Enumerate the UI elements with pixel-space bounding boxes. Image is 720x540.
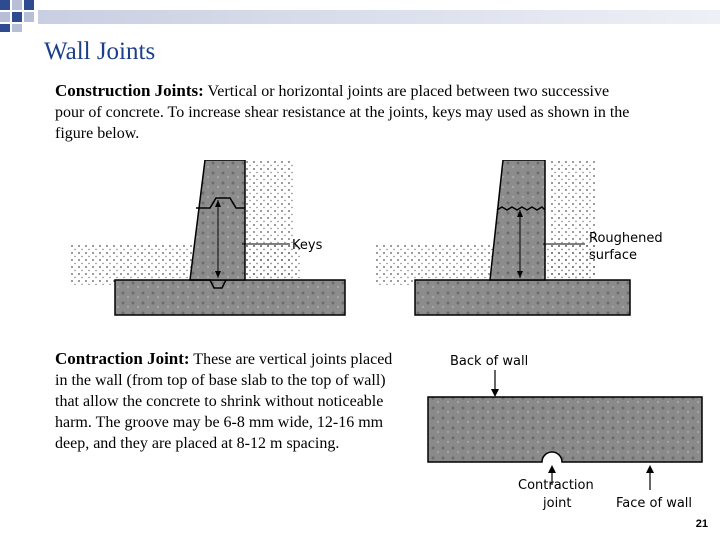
keys-label: Keys [292, 238, 323, 253]
arrow-down-icon [491, 389, 499, 397]
contraction-joint-heading: Contraction Joint: [55, 349, 190, 368]
back-of-wall-label: Back of wall [450, 354, 529, 369]
base-slab [115, 280, 345, 315]
base-slab-2 [415, 280, 630, 315]
contraction-joint-paragraph [55, 348, 395, 454]
figure-roughened [375, 160, 695, 320]
contraction-label-2: joint [543, 496, 572, 511]
soil-right-2 [550, 160, 595, 285]
arrow-up-icon [548, 465, 556, 473]
wall-stem-2 [490, 160, 545, 280]
arrow-up-icon-2 [646, 465, 654, 473]
figure-contraction-joint [420, 345, 710, 515]
wall-plan [428, 397, 702, 462]
construction-joints-heading: Construction Joints: [55, 81, 204, 100]
header-decoration [0, 0, 720, 34]
soil-right [245, 160, 295, 285]
construction-joints-text: Vertical or horizontal joints are placed between two successive pour of concrete. To increase shear resistance at the joints, keys may used as shown in the figure below. [55, 83, 630, 142]
figure-keys [70, 160, 360, 320]
construction-joints-paragraph [55, 80, 635, 144]
contraction-label-1: Contraction [518, 478, 594, 493]
page-number: 21 [695, 518, 708, 530]
contraction-joint-text: These are vertical joints placed in the wall (from top of base slab to the top of wall) that allow the concrete to shrink without noticeable harm. The groove may be 6-8 mm wide, 12-16 mm deep, and they are placed at 8-12 m spacing. [55, 351, 393, 452]
roughened-label-2: surface [589, 248, 638, 263]
face-of-wall-label: Face of wall [616, 496, 693, 511]
roughened-label-1: Roughened [589, 231, 663, 246]
slide-title: Wall Joints [44, 38, 156, 65]
